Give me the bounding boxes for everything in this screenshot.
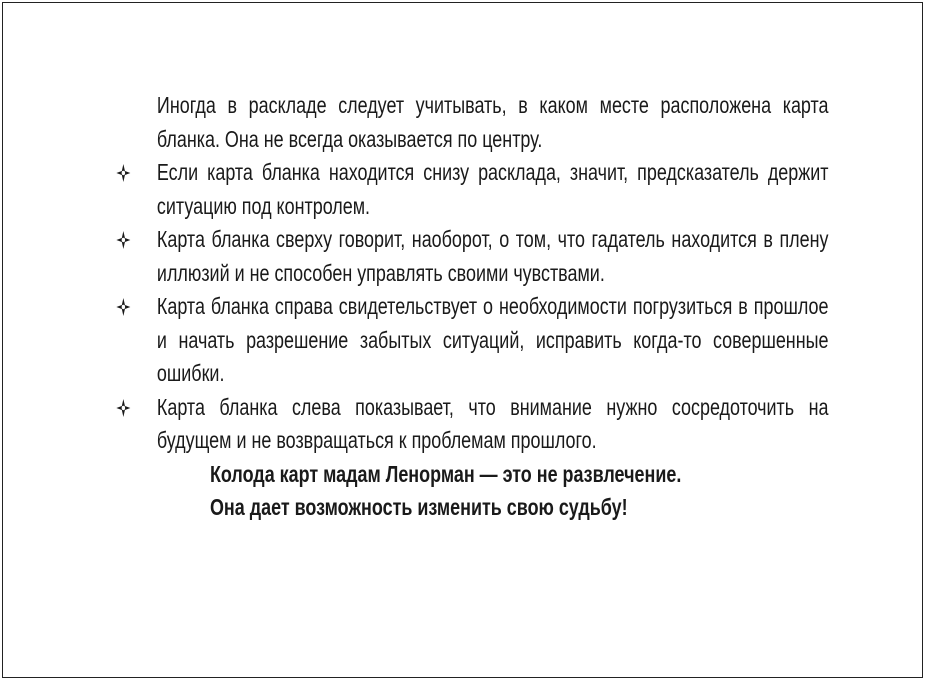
conclusion (107, 458, 829, 525)
intro-paragraph: Иногда в раскладе следует учитывать, в каком месте расположена карта бланка. Она не всегда оказывается по центру. (156, 92, 829, 152)
document-page (2, 2, 923, 678)
bullet-marker-icon (116, 231, 130, 249)
bullet-item-left (107, 391, 829, 458)
bullet-text: Если карта бланка находится снизу расклада, значит, предсказатель держит ситуацию под контролем. (156, 159, 829, 219)
text-block (107, 89, 829, 525)
bullet-text: Карта бланка сверху говорит, наоборот, о том, что гадатель находится в плену иллюзий и не способен управлять своими чувствами. (156, 226, 829, 286)
conclusion-line-2: Она дает возможность изменить свою судьбу! (209, 494, 628, 520)
bullet-marker-icon (116, 164, 130, 182)
bullet-item-right (107, 290, 829, 391)
bullet-text: Карта бланка справа свидетельствует о необходимости погрузиться в прошлое и начать разрешение забытых ситуаций, исправить когда-то совершенные ошибки. (156, 293, 829, 386)
bullet-item-bottom (107, 156, 829, 223)
bullet-text: Карта бланка слева показывает, что внимание нужно сосредоточить на будущем и не возвращаться к проблемам прошлого. (156, 393, 829, 453)
bullet-marker-icon (116, 399, 130, 417)
bullet-marker-icon (116, 298, 130, 316)
conclusion-line-1: Колода карт мадам Ленорман — это не развлечение. (209, 460, 682, 487)
bullet-item-top (107, 223, 829, 290)
